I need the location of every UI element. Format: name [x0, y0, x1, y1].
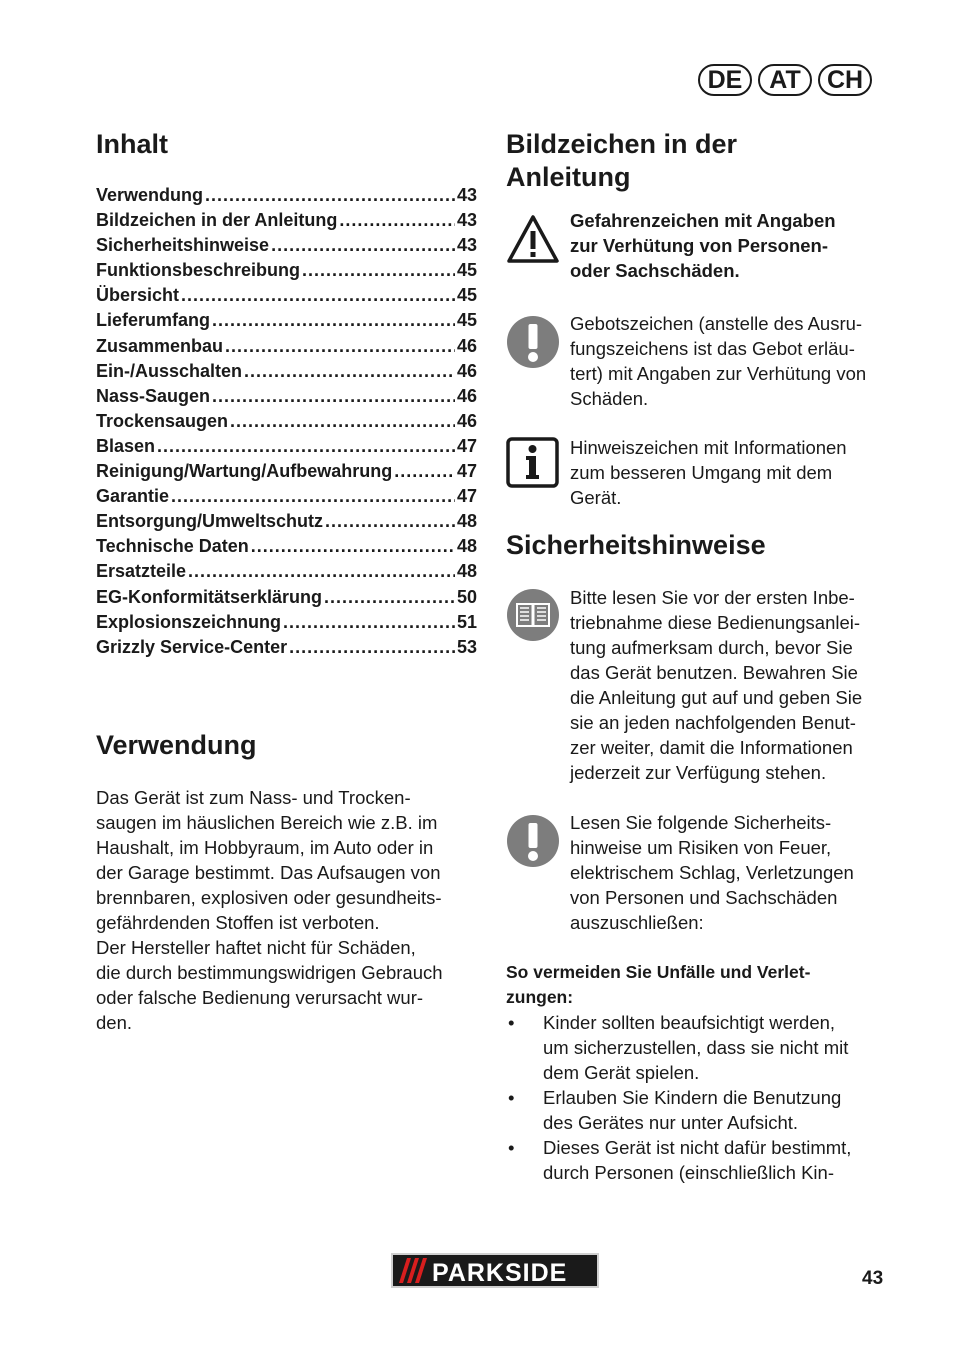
- text-line: Gerät.: [570, 487, 622, 508]
- toc-entry-page: 43: [456, 185, 477, 205]
- toc-entry-title: Lieferumfang: [96, 310, 211, 331]
- toc-leader-dots: [251, 534, 455, 559]
- toc-entry-title: Entsorgung/Umweltschutz: [96, 511, 324, 532]
- text-line: durch Personen (einschließlich Kin-: [543, 1162, 834, 1183]
- toc-entry-title: Grizzly Service-Center: [96, 636, 288, 657]
- text-line: tert) mit Angaben zur Verhütung von: [570, 363, 867, 384]
- toc-entry-page: 48: [456, 536, 477, 557]
- text-line: Hinweiszeichen mit Informationen: [570, 437, 847, 458]
- toc-entry-title: Übersicht: [96, 285, 180, 306]
- toc-leader-dots: [225, 334, 455, 359]
- toc-leader-dots: [325, 509, 455, 534]
- text-line: Erlauben Sie Kindern die Benutzung: [543, 1087, 842, 1108]
- text-line: hinweise um Risiken von Feuer,: [570, 837, 832, 858]
- toc-heading: Inhalt: [96, 129, 168, 159]
- toc-row: [96, 384, 477, 409]
- toc-leader-dots: [171, 484, 455, 509]
- toc-entry-page: 45: [456, 260, 477, 281]
- toc-leader-dots: [212, 308, 455, 333]
- text-line: Schäden.: [570, 388, 649, 409]
- text-line: auszuschließen:: [570, 912, 704, 933]
- text-line: der Garage bestimmt. Das Aufsaugen von: [96, 862, 441, 883]
- brand-text: PARKSIDE: [432, 1259, 568, 1287]
- safety-note-text: [570, 810, 890, 935]
- list-item: [506, 1135, 896, 1185]
- verwendung-heading: Verwendung: [96, 730, 257, 760]
- warning-triangle-icon: [506, 213, 558, 265]
- text-line: fungszeichens ist das Gebot erläu-: [570, 338, 855, 359]
- toc-leader-dots: [157, 434, 455, 459]
- text-line: So vermeiden Sie Unfälle und Verlet-: [506, 962, 811, 982]
- toc-entry-page: 43: [456, 235, 477, 256]
- toc-leader-dots: [244, 359, 455, 384]
- list-item: [506, 1085, 896, 1135]
- table-of-contents: [96, 183, 477, 660]
- toc-row: [96, 509, 477, 534]
- text-line: oder falsche Bedienung verursacht wur-: [96, 987, 424, 1008]
- parkside-logo: [391, 1253, 599, 1288]
- toc-leader-dots: [339, 208, 455, 233]
- toc-entry-page: 48: [456, 511, 477, 532]
- text-line: zer weiter, damit die Informationen: [570, 737, 853, 758]
- toc-leader-dots: [271, 233, 455, 258]
- toc-entry-page: 51: [456, 611, 477, 632]
- text-line: saugen im häuslichen Bereich wie z.B. im: [96, 812, 438, 833]
- toc-row: [96, 534, 477, 559]
- bildzeichen-heading: [506, 128, 737, 194]
- text-line: dem Gerät spielen.: [543, 1062, 700, 1083]
- toc-entry-title: Technische Daten: [96, 536, 249, 557]
- text-line: elektrischem Schlag, Verletzungen: [570, 862, 854, 883]
- heading-line: Bildzeichen in der: [506, 129, 738, 159]
- toc-entry-page: 43: [456, 210, 477, 231]
- page-number: 43: [862, 1268, 884, 1289]
- text-line: von Personen und Sachschäden: [570, 887, 838, 908]
- toc-entry-title: Garantie: [96, 486, 170, 507]
- text-line: das Gerät benutzen. Bewahren Sie: [570, 662, 858, 683]
- toc-entry-page: 46: [456, 385, 477, 406]
- toc-entry-title: Reinigung/Wartung/Aufbewahrung: [96, 461, 393, 482]
- gebotszeichen-text: [570, 311, 890, 411]
- toc-entry-title: Explosionszeichnung: [96, 611, 282, 632]
- text-line: jederzeit zur Verfügung stehen.: [570, 762, 827, 783]
- text-line: oder Sachschäden.: [570, 260, 740, 281]
- toc-row: [96, 208, 477, 233]
- text-line: Das Gerät ist zum Nass- und Trocken-: [96, 787, 411, 808]
- toc-entry-title: Bildzeichen in der Anleitung: [96, 210, 338, 231]
- toc-entry-title: Ersatzteile: [96, 561, 187, 582]
- toc-row: [96, 635, 477, 660]
- safety-bullet-list: [506, 1010, 896, 1185]
- book-note-text: [570, 585, 900, 785]
- toc-entry-page: 47: [456, 486, 477, 507]
- toc-row: [96, 334, 477, 359]
- toc-entry-page: 46: [456, 410, 477, 431]
- parkside-logo-graphic: [391, 1253, 599, 1288]
- toc-entry-title: Funktionsbeschreibung: [96, 260, 301, 281]
- text-line: Gefahrenzeichen mit Angaben: [570, 210, 836, 231]
- text-line: des Gerätes nur unter Aufsicht.: [543, 1112, 799, 1133]
- toc-entry-page: 46: [456, 360, 477, 381]
- text-line: Gebotszeichen (anstelle des Ausru-: [570, 313, 863, 334]
- toc-leader-dots: [188, 559, 455, 584]
- bullet-icon: •: [508, 1012, 515, 1033]
- text-line: Der Hersteller haftet nicht für Schäden,: [96, 937, 416, 958]
- exclamation-circle-icon: [506, 814, 558, 866]
- text-line: Lesen Sie folgende Sicherheits-: [570, 812, 832, 833]
- text-line: Haushalt, im Hobbyraum, im Auto oder in: [96, 837, 434, 858]
- toc-row: [96, 610, 477, 635]
- toc-entry-title: Trockensaugen: [96, 410, 229, 431]
- toc-entry-title: Sicherheitshinweise: [96, 235, 270, 256]
- toc-row: [96, 434, 477, 459]
- toc-leader-dots: [283, 610, 455, 635]
- country-badge-de: DE: [698, 64, 752, 96]
- toc-row: [96, 283, 477, 308]
- toc-row: [96, 459, 477, 484]
- sicherheit-heading: Sicherheitshinweise: [506, 530, 766, 560]
- bullet-icon: •: [508, 1137, 515, 1158]
- heading-line: Anleitung: [506, 162, 631, 192]
- toc-row: [96, 258, 477, 283]
- toc-row: [96, 409, 477, 434]
- text-line: sie an jeden nachfolgenden Benut-: [570, 712, 856, 733]
- toc-entry-title: Nass-Saugen: [96, 385, 211, 406]
- toc-leader-dots: [205, 183, 455, 208]
- toc-entry-page: 48: [456, 561, 477, 582]
- toc-entry-page: 47: [456, 435, 477, 456]
- bullet-icon: •: [508, 1087, 515, 1108]
- toc-row: [96, 559, 477, 584]
- country-badge-ch: CH: [818, 64, 872, 96]
- toc-row: [96, 308, 477, 333]
- toc-entry-title: EG-Konformitätserklärung: [96, 586, 323, 607]
- book-icon: [506, 588, 558, 640]
- toc-entry-title: Blasen: [96, 435, 156, 456]
- toc-entry-page: 50: [456, 586, 477, 607]
- country-badges: [698, 64, 872, 96]
- info-box-icon: [506, 437, 558, 489]
- toc-entry-page: 46: [456, 335, 477, 356]
- text-line: triebnahme diese Bedienungsanlei-: [570, 612, 861, 633]
- toc-entry-page: 45: [456, 285, 477, 306]
- text-line: zum besseren Umgang mit dem: [570, 462, 833, 483]
- text-line: Kinder sollten beaufsichtigt werden,: [543, 1012, 836, 1033]
- text-line: die Anleitung gut auf und geben Sie: [570, 687, 863, 708]
- toc-leader-dots: [324, 585, 455, 610]
- accident-subheading: [506, 960, 896, 1010]
- text-line: um sicherzustellen, dass sie nicht mit: [543, 1037, 849, 1058]
- toc-entry-page: 53: [456, 636, 477, 657]
- toc-leader-dots: [289, 635, 455, 660]
- text-line: den.: [96, 1012, 133, 1033]
- text-line: die durch bestimmungswidrigen Gebrauch: [96, 962, 443, 983]
- text-line: brennbaren, explosiven oder gesundheits-: [96, 887, 442, 908]
- text-line: zungen:: [506, 987, 574, 1007]
- country-badge-at: AT: [758, 64, 812, 96]
- hinweiszeichen-text: [570, 435, 890, 510]
- toc-row: [96, 359, 477, 384]
- toc-entry-title: Zusammenbau: [96, 335, 224, 356]
- toc-entry-title: Verwendung: [96, 185, 204, 205]
- warning-symbol-text: [570, 208, 890, 283]
- verwendung-text: [96, 785, 486, 1035]
- toc-leader-dots: [230, 409, 455, 434]
- toc-leader-dots: [394, 459, 455, 484]
- list-item: [506, 1010, 896, 1085]
- toc-row: [96, 183, 477, 208]
- toc-row: [96, 484, 477, 509]
- toc-row: [96, 233, 477, 258]
- text-line: tung aufmerksam durch, bevor Sie: [570, 637, 853, 658]
- toc-entry-page: 47: [456, 461, 477, 482]
- toc-entry-title: Ein-/Ausschalten: [96, 360, 243, 381]
- exclamation-circle-icon: [506, 315, 558, 367]
- toc-entry-page: 45: [456, 310, 477, 331]
- toc-leader-dots: [181, 283, 455, 308]
- text-line: gefährdenden Stoffen ist verboten.: [96, 912, 380, 933]
- toc-leader-dots: [212, 384, 455, 409]
- toc-leader-dots: [302, 258, 455, 283]
- toc-row: [96, 585, 477, 610]
- text-line: zur Verhütung von Personen-: [570, 235, 828, 256]
- text-line: Bitte lesen Sie vor der ersten Inbe-: [570, 587, 855, 608]
- text-line: Dieses Gerät ist nicht dafür bestimmt,: [543, 1137, 852, 1158]
